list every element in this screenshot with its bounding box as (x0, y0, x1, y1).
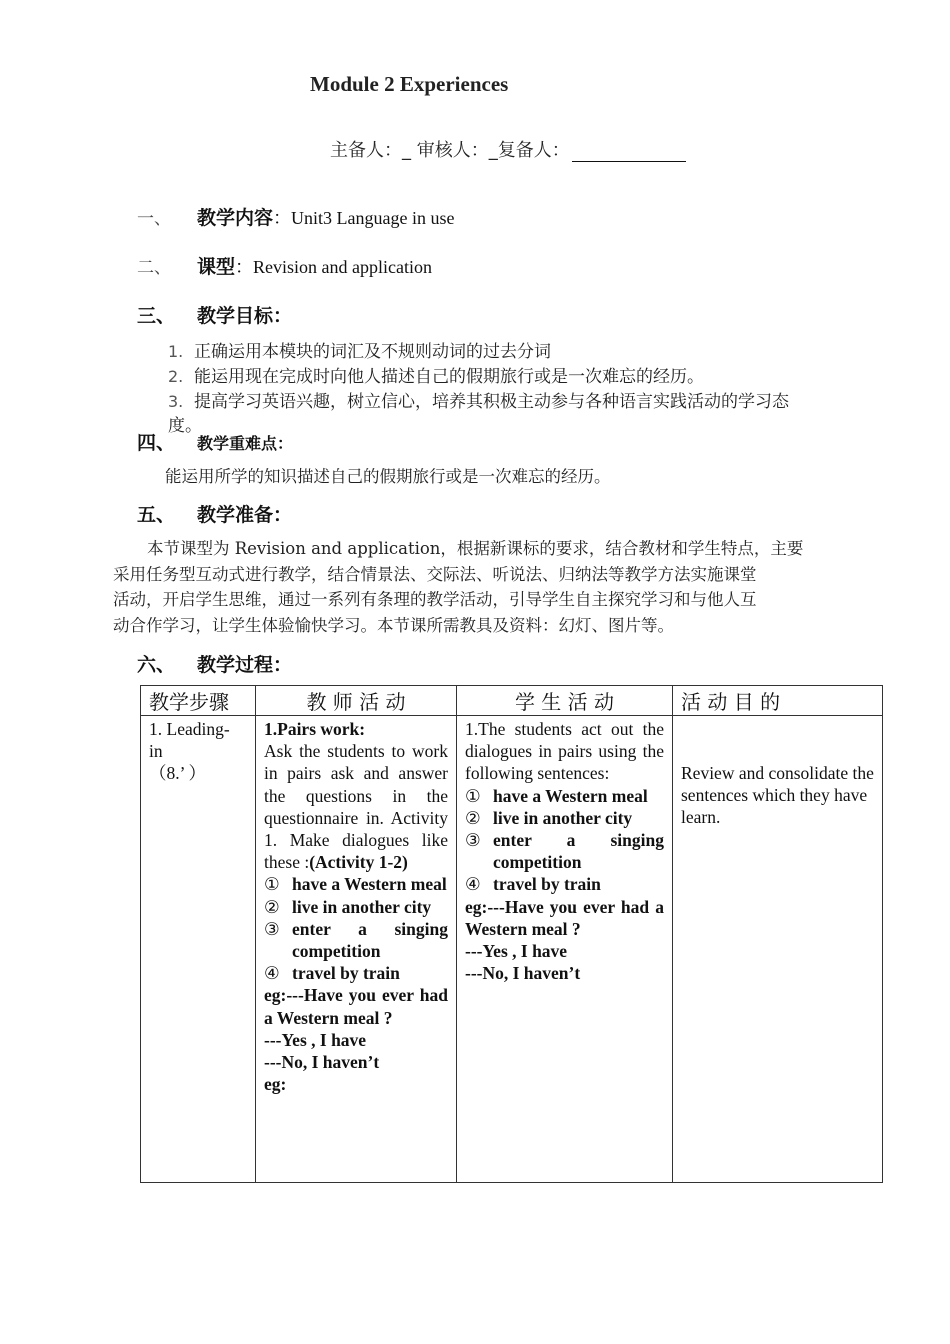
preparation-paragraph: 本节课型为 Revision and application，根据新课标的要求，结合教材和学生特点，主要 采用任务型互动式进行教学，结合情景法、交际法、听说法、归纳法等教学方法实施课堂 活动，开启学生思维，通过一系列有条理的教学活动，引导学生自主探究学习和与他人互 动合作学习，让学生体验愉快学习。本节课所需教具及资料：幻灯、图片等。 (113, 539, 804, 635)
section-number: 三、 (137, 305, 176, 327)
section-process (137, 650, 292, 677)
section-label: 课型 (197, 256, 236, 278)
section-key-points (137, 428, 293, 455)
section-content: 一、 教学内容：Unit3 Language in use (137, 203, 454, 230)
section-number: 五、 (137, 504, 176, 526)
section-number: 四、 (137, 432, 176, 454)
section-label: 教学重难点： (197, 434, 294, 453)
key-points-text: 能运用所学的知识描述自己的假期旅行或是一次难忘的经历。 (165, 467, 611, 486)
section-label: 教学过程： (197, 654, 293, 676)
list-item: ② live in another city (465, 807, 633, 828)
authors-line (330, 136, 686, 162)
section-number: 六、 (137, 654, 176, 676)
goal-item: 1. 正确运用本模块的词汇及不规则动词的过去分词 (168, 342, 551, 362)
teaching-process-table (140, 685, 883, 1183)
header-teacher: 教 师 活 动 (256, 686, 457, 716)
section-value: Revision and application (253, 257, 432, 277)
section-value: Unit3 Language in use (291, 208, 455, 228)
goal-item-continuation: 度。 (168, 416, 202, 436)
header-purpose: 活 动 目 的 (673, 686, 883, 716)
teacher-activity-cell: 1.Pairs work: Ask the students to work in pairs ask and answer the questions in the questionnaire in. Activity 1. Make dialogues like these :(Activity 1-2) ① have a Western meal ② live in another city ③ enter a singing competition ④ travel by train eg:---Have you ever had a Western meal ? ---Yes , I have ---No, I haven’t eg: (256, 716, 457, 1183)
header-step: 教学步骤 (141, 686, 256, 716)
section-number: 一、 (137, 209, 171, 229)
goal-item: 3. 提高学习英语兴趣，树立信心，培养其积极主动参与各种语言实践活动的学习态 (168, 392, 789, 412)
section-label: 教学目标： (197, 305, 293, 327)
list-item: ③ enter a singing competition (465, 830, 664, 873)
authors-label: 主备人：_ 审核人：_复备人： (330, 140, 570, 161)
step-cell: 1. Leading- in （8.’ ） (141, 716, 256, 1183)
list-item: ① have a Western meal (465, 785, 648, 806)
section-label: 教学准备： (197, 504, 293, 526)
section-number: 二、 (137, 258, 171, 278)
goal-item: 2. 能运用现在完成时向他人描述自己的假期旅行或是一次难忘的经历。 (168, 367, 704, 387)
table-row (141, 716, 883, 1183)
section-label: 教学内容 (197, 207, 274, 229)
section-lesson-type: 二、 课型：Revision and application (137, 252, 432, 279)
purpose-cell: Review and consolidate the sentences which they have learn. (673, 716, 883, 1183)
blank-underline (572, 145, 686, 162)
list-item: ② live in another city (264, 896, 432, 917)
student-activity-cell: 1.The students act out the dialogues in pairs using the following sentences: ① have a Western meal ② live in another city ③ enter a singing competition ④ travel by train eg:---Have you ever had a Western meal ? ---Yes , I have ---No, I haven’t (457, 716, 673, 1183)
table-header-row (141, 686, 883, 716)
list-item: ④ travel by train (465, 874, 601, 895)
section-preparation (137, 500, 292, 527)
document-title: Module 2 Experiences (310, 72, 509, 96)
section-goals (137, 301, 292, 328)
list-item: ③ enter a singing competition (264, 918, 448, 962)
header-student: 学 生 活 动 (457, 686, 673, 716)
list-item: ① have a Western meal (264, 874, 447, 895)
list-item: ④ travel by train (264, 963, 400, 984)
